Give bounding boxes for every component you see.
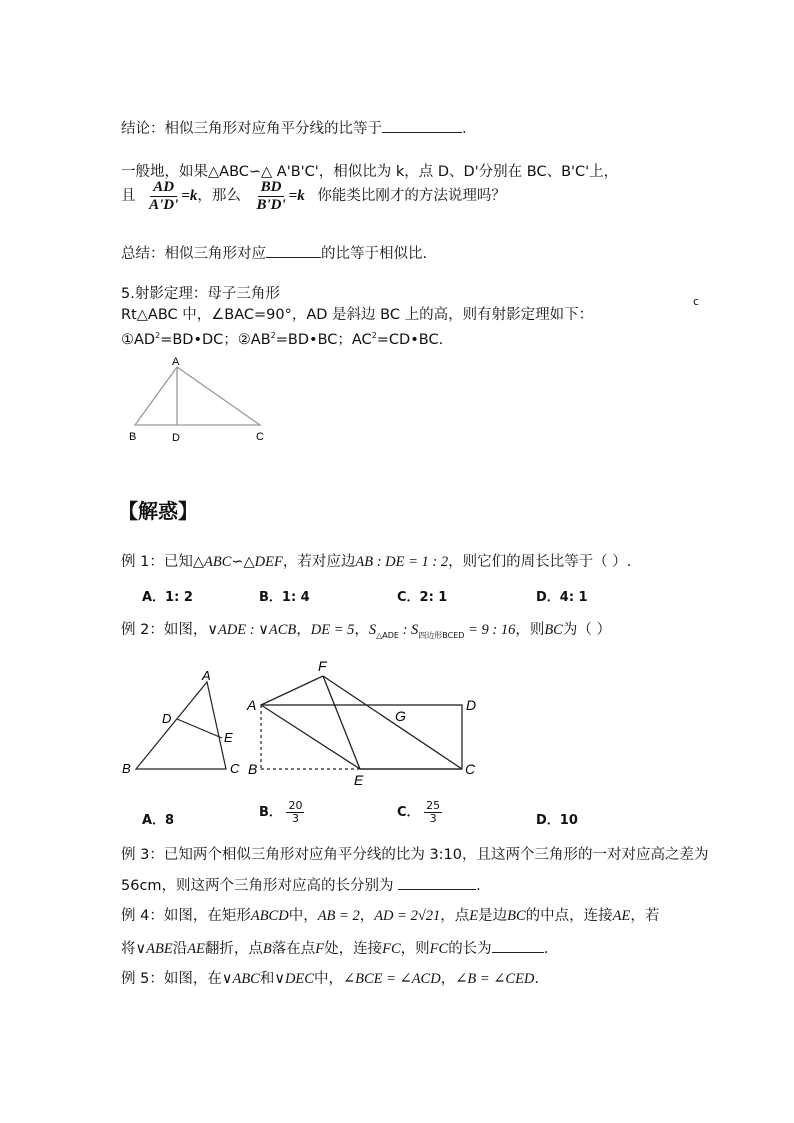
ex2-mid: ，则	[515, 622, 545, 638]
ex4-fc2: FC	[429, 941, 449, 957]
ex4-ae: AE	[612, 908, 631, 924]
conclusion-line	[121, 118, 467, 139]
label-a: A	[202, 668, 211, 683]
ex1-ratio: AB : DE = 1 : 2	[355, 554, 449, 570]
conclusion-text: 结论：相似三角形对应角平分线的比等于	[121, 121, 382, 137]
formula-ac: =BD•BC；AC	[275, 331, 372, 348]
stray-mark: c	[693, 295, 700, 308]
ex2-option-d[interactable]: D．10	[536, 813, 578, 828]
example-4-line-2	[121, 938, 548, 959]
ex4-p5: 是边	[478, 908, 508, 924]
ex1-option-b[interactable]: B．1: 4	[259, 590, 310, 605]
ex4-l2c: 翻折，点	[204, 941, 263, 957]
ex2-bc: BC	[544, 622, 563, 638]
ex5-angle-2: ∠B = ∠CED	[455, 971, 535, 987]
label-d: D	[162, 711, 172, 726]
ex4-b: B	[262, 941, 272, 957]
answer-blank[interactable]	[382, 118, 462, 133]
ex4-l2f: ，则	[400, 941, 430, 957]
ex4-bc: BC	[507, 908, 526, 924]
ex1-option-a[interactable]: A．1: 2	[142, 590, 193, 605]
label-a: A	[172, 356, 180, 368]
label-b: B	[122, 761, 131, 776]
ex2-option-b[interactable]	[259, 800, 304, 825]
ex2-triangle-figure	[118, 665, 248, 785]
summary-pre: 总结：相似三角形对应	[121, 246, 266, 262]
ex5-p3: 中，	[313, 971, 343, 987]
section-heading: 【解惑】	[118, 499, 198, 523]
ex4-l2a: 将	[121, 941, 136, 957]
label-d: D	[466, 697, 477, 713]
triangle-abc	[135, 367, 260, 425]
projection-title: 5.射影定理：母子三角形	[121, 286, 280, 302]
example-3-line-2	[121, 875, 481, 896]
ex4-p2: 中，	[288, 908, 318, 924]
label-b: B	[129, 431, 137, 443]
superscript: 2	[270, 331, 276, 340]
ex5-angle-1: ∠BCE = ∠ACD	[342, 971, 441, 987]
label-g: G	[395, 708, 406, 724]
ex5-p5: .	[534, 971, 540, 987]
ex4-l2e: 处，连接	[324, 941, 383, 957]
ex2-option-b-label: B．	[259, 805, 282, 820]
ex4-abe: ∨ABE	[135, 941, 173, 957]
example-2	[121, 620, 611, 646]
ex2-sub2: 四边形BCED	[418, 630, 465, 640]
ex2-de: DE = 5	[310, 622, 355, 638]
equals-k-1: =k	[181, 188, 198, 204]
ex3-end: .	[476, 878, 481, 894]
ex4-p3: ，	[359, 908, 375, 924]
ex2-suffix: 为（ ）	[562, 622, 611, 638]
segment-ae	[261, 705, 360, 769]
general-prefix: 且	[121, 188, 136, 204]
label-f: F	[318, 658, 327, 674]
ex2-option-a[interactable]: A．8	[142, 813, 175, 828]
ex2-colon: :	[398, 622, 412, 638]
fraction-ad-numerator: AD	[150, 179, 177, 197]
ex2-s1: S	[368, 622, 377, 638]
conclusion-end: .	[462, 121, 467, 137]
projection-description: Rt△ABC 中，∠BAC=90°，AD 是斜边 BC 上的高，则有射影定理如下：	[121, 307, 594, 323]
label-c: C	[230, 761, 240, 776]
numerator: 20	[288, 799, 303, 812]
ex4-l2h: .	[543, 941, 549, 957]
ex4-l2g: 的长为	[448, 941, 492, 957]
rectangle-abcd	[261, 705, 462, 769]
ex2-prefix: 例 2：如图，	[121, 622, 208, 638]
label-b: B	[248, 761, 258, 777]
numerator: 25	[426, 799, 441, 812]
ex5-abc: ∨ABC	[221, 971, 260, 987]
ex1-math: △ABC∽△DEF	[192, 554, 283, 570]
formula-ad: ①AD	[121, 331, 156, 348]
example-3-line-1: 例 3：已知两个相似三角形对应角平分线的比为 3:10，且这两个三角形的一对对应高之差为	[121, 847, 709, 863]
label-e: E	[224, 730, 233, 745]
ex4-answer-blank[interactable]	[492, 938, 544, 953]
label-e: E	[354, 772, 364, 788]
ex4-ab: AB = 2	[317, 908, 360, 924]
ex1-prefix: 例 1：已知	[121, 554, 193, 570]
ex2-area-ratio: = 9 : 16	[464, 622, 516, 638]
ex3-answer-blank[interactable]	[398, 875, 476, 890]
equals-k-2: =k	[288, 188, 305, 204]
ex4-fc: FC	[382, 941, 401, 957]
denominator: 3	[291, 812, 299, 825]
ex4-ad: AD = 2√21	[374, 908, 441, 924]
example-1	[121, 552, 631, 572]
ex1-option-d[interactable]: D．4: 1	[536, 590, 588, 605]
general-line-1: 一般地，如果△ABC∽△ A'B'C'，相似比为 k，点 D、D'分别在 BC、B'C'上，	[121, 164, 619, 180]
ex1-mid: ，若对应边	[282, 554, 356, 570]
ex5-p2: 和	[259, 971, 275, 987]
ex5-p4: ，	[440, 971, 456, 987]
segment-af	[261, 676, 323, 705]
summary-blank[interactable]	[266, 243, 321, 258]
ex4-p4: ，点	[440, 908, 470, 924]
ex5-p1: 例 5：如图，在	[121, 971, 222, 987]
label-d: D	[172, 432, 180, 444]
label-c: C	[465, 761, 476, 777]
ex2-option-b-fraction	[286, 800, 304, 825]
projection-formulas	[121, 326, 443, 350]
ex4-l2d: 落在点	[271, 941, 316, 957]
ex2-similar: ∨ADE : ∨ACB	[207, 622, 297, 638]
label-a: A	[247, 697, 257, 713]
general-middle: ，那么	[197, 188, 241, 204]
summary-post: 的比等于相似比.	[321, 246, 428, 262]
formula-cd: =CD•BC.	[376, 331, 444, 348]
ex2-option-c-label: C．	[397, 805, 420, 820]
ex2-s2: S	[411, 622, 419, 638]
ex2-sep: ，	[296, 622, 311, 638]
fraction-bd	[253, 179, 288, 214]
label-c: C	[256, 431, 264, 443]
superscript: 2	[155, 331, 161, 340]
ex1-suffix: ，则它们的周长比等于（ ）.	[448, 554, 632, 570]
summary-line	[121, 243, 427, 264]
ex1-option-c[interactable]: C．2: 1	[397, 590, 448, 605]
fraction-bd-numerator: BD	[258, 179, 285, 197]
general-question: 你能类比刚才的方法说理吗？	[317, 188, 506, 204]
ex2-sep2: ，	[354, 622, 369, 638]
denominator: 3	[429, 812, 437, 825]
ex4-p7: ，若	[630, 908, 660, 924]
ex4-p6: 的中点，连接	[525, 908, 613, 924]
example-4-line-1	[121, 906, 659, 926]
ex2-sub1: △ADE	[376, 630, 399, 640]
segment-fe	[323, 676, 360, 769]
ex2-option-c-fraction	[424, 800, 442, 825]
superscript: 2	[371, 331, 377, 340]
triangle-abc	[136, 682, 226, 769]
ex4-f: F	[315, 941, 325, 957]
projection-triangle-figure	[120, 355, 280, 450]
ex3-text: 56cm，则这两个三角形对应高的长分别为	[121, 878, 394, 894]
example-5	[121, 969, 539, 989]
fraction-bd-denominator: B'D'	[256, 196, 286, 213]
ex5-dec: ∨DEC	[274, 971, 314, 987]
ex4-e: E	[469, 908, 479, 924]
ex4-l2b: 沿	[172, 941, 188, 957]
ex2-option-c[interactable]	[397, 800, 442, 825]
ex4-abcd: ABCD	[250, 908, 289, 924]
ex4-p1: 例 4：如图，在矩形	[121, 908, 251, 924]
ex2-rectangle-figure	[240, 655, 490, 790]
fraction-ad	[146, 179, 181, 214]
general-line-2	[121, 176, 506, 216]
formula-ab: =BD•DC；②AB	[160, 331, 271, 348]
ex4-ae2: AE	[187, 941, 205, 957]
fraction-ad-denominator: A'D'	[149, 196, 179, 213]
segment-fc	[323, 676, 462, 769]
